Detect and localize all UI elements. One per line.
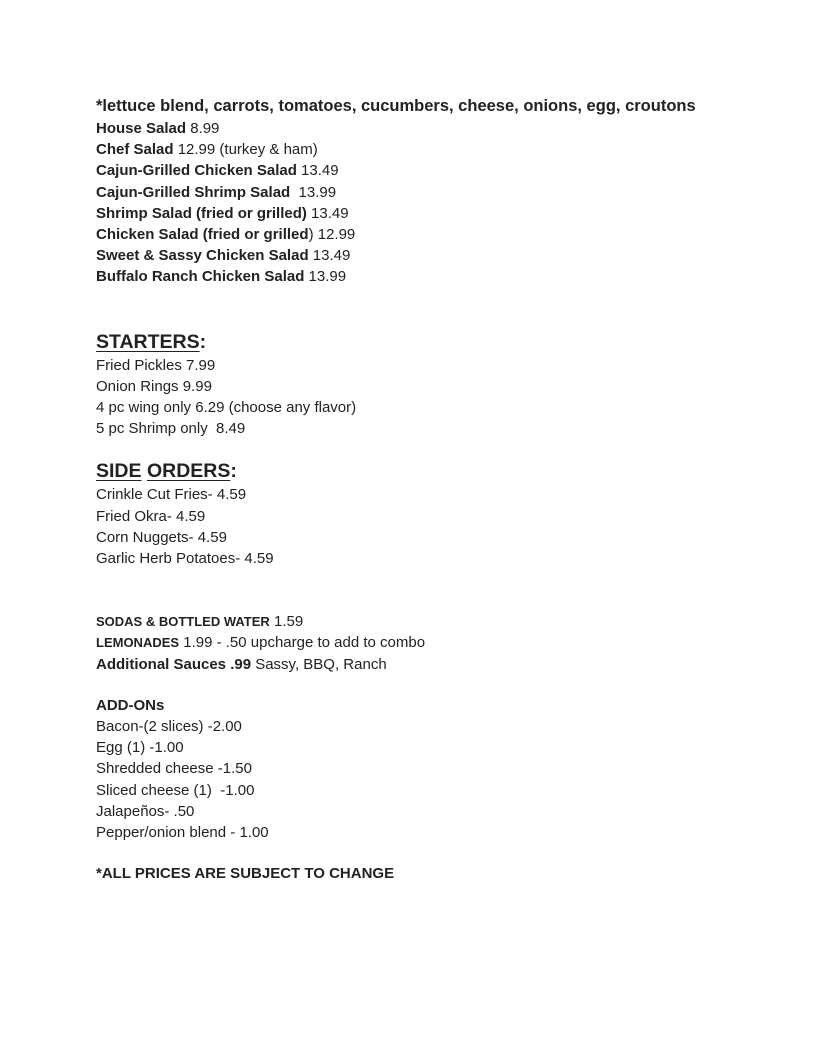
add-on-item: Sliced cheese (1) -1.00	[96, 781, 255, 799]
spacer	[96, 569, 716, 611]
add-ons-heading: ADD-ONs	[96, 696, 165, 714]
add-on-item: Bacon-(2 slices) -2.00	[96, 718, 242, 736]
side-item: Fried Okra- 4.59	[96, 507, 206, 525]
side-item: Garlic Herb Potatoes- 4.59	[96, 550, 274, 568]
drink-item: LEMONADES 1.99 - .50 upcharge to add to combo	[96, 634, 426, 652]
sauces-item: Additional Sauces .99 Sassy, BBQ, Ranch	[96, 655, 387, 673]
add-on-item: Shredded cheese -1.50	[96, 760, 252, 778]
side-item: Corn Nuggets- 4.59	[96, 528, 227, 546]
drinks-list	[96, 611, 716, 675]
spacer	[96, 843, 716, 863]
side-orders-list	[96, 484, 716, 569]
salad-item: House Salad 8.99	[96, 120, 220, 137]
salad-item: Cajun-Grilled Shrimp Salad 13.99	[96, 183, 337, 201]
add-on-item: Jalapeños- .50	[96, 802, 195, 820]
salad-item: Cajun-Grilled Chicken Salad 13.49	[96, 162, 339, 180]
starters-list	[96, 355, 716, 440]
spacer	[96, 439, 716, 459]
salad-list	[96, 118, 716, 288]
salad-item: Buffalo Ranch Chicken Salad 13.99	[96, 268, 347, 286]
salad-item: Sweet & Sassy Chicken Salad 13.49	[96, 247, 351, 265]
salad-item: Chicken Salad (fried or grilled) 12.99	[96, 226, 356, 244]
prices-disclaimer: *ALL PRICES ARE SUBJECT TO CHANGE	[96, 865, 395, 883]
add-on-item: Egg (1) -1.00	[96, 739, 184, 757]
add-ons-list	[96, 716, 716, 843]
starter-item: 4 pc wing only 6.29 (choose any flavor)	[96, 399, 357, 417]
side-item: Crinkle Cut Fries- 4.59	[96, 486, 247, 504]
spacer	[96, 288, 716, 330]
starter-item: Fried Pickles 7.99	[96, 356, 216, 374]
salad-item: Shrimp Salad (fried or grilled) 13.49	[96, 204, 349, 222]
starter-item: 5 pc Shrimp only 8.49	[96, 420, 246, 438]
add-on-item: Pepper/onion blend - 1.00	[96, 824, 269, 842]
menu-content	[96, 95, 716, 884]
starter-item: Onion Rings 9.99	[96, 377, 212, 395]
drink-item: SODAS & BOTTLED WATER 1.59	[96, 613, 304, 631]
salad-ingredients-note: *lettuce blend, carrots, tomatoes, cucumbers, cheese, onions, egg, croutons	[96, 97, 696, 115]
spacer	[96, 675, 716, 695]
side-orders-heading: SIDE ORDERS:	[96, 460, 237, 483]
salad-item: Chef Salad 12.99 (turkey & ham)	[96, 141, 318, 159]
starters-heading: STARTERS:	[96, 330, 207, 353]
